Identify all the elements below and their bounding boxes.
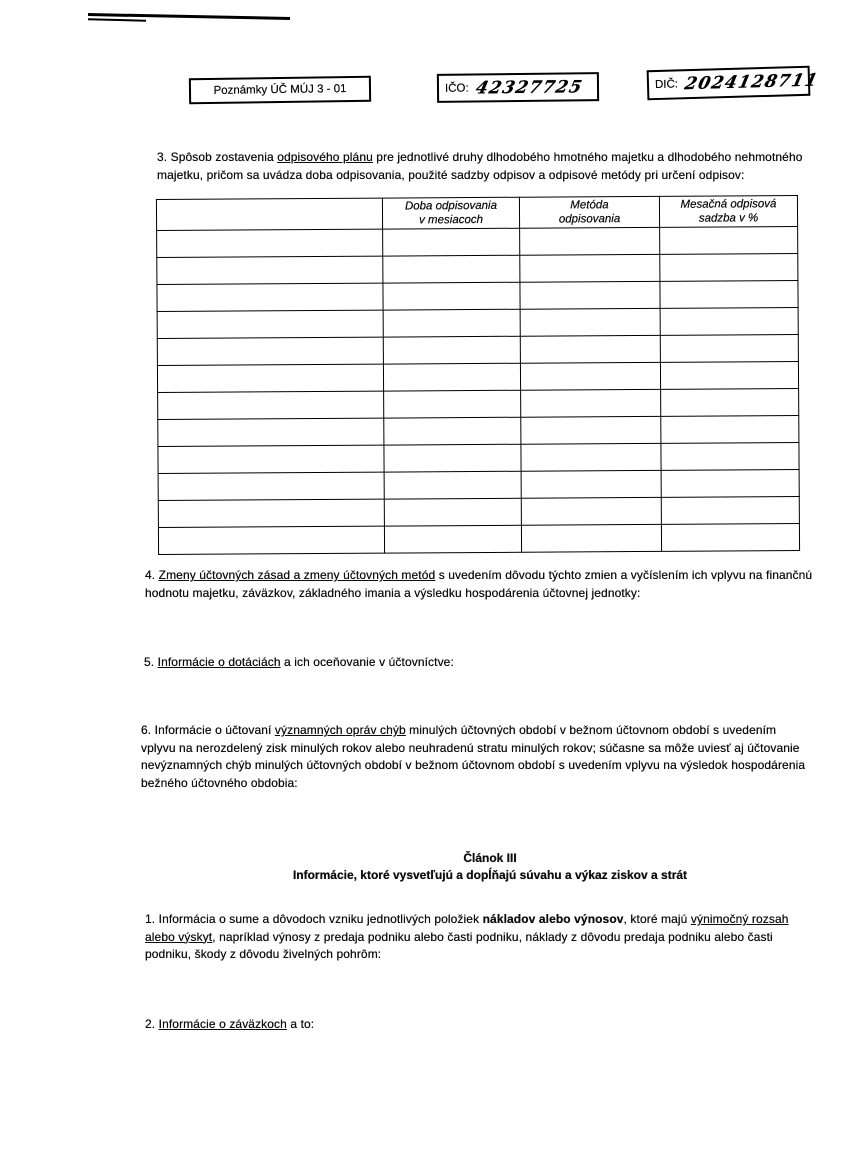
form-title-box	[189, 76, 371, 105]
table-empty-row	[158, 497, 799, 528]
table-empty-cell	[661, 416, 799, 444]
table-empty-cell	[661, 524, 799, 552]
table-empty-cell	[660, 254, 798, 282]
ico-label: IČO:	[444, 82, 469, 95]
table-empty-cell	[520, 335, 660, 363]
paragraph-3: 3. Spôsob zostavenia odpisového plánu pre jednotlivé druhy dlhodobého hmotného majetku a dlhodobého nehmotného majetku, pričom sa uvádza doba odpisovania, použité sadzby odpisov a odpisové metódy pri určení odpisov:	[157, 150, 803, 182]
table-empty-cell	[157, 364, 383, 392]
table-empty-cell	[521, 416, 661, 444]
article3-paragraph-2: 2. Informácie o záväzkoch a to:	[145, 1017, 315, 1031]
table-empty-cell	[661, 443, 799, 471]
table-empty-cell	[384, 444, 521, 472]
paragraph-6: 6. Informácie o účtovaní významných opráv chýb minulých účtovných období v bežnom účtovnom období s uvedením vplyvu na nerozdelený zisk minulých rokov alebo neuhradenú stratu minulých rokov; súčasne sa môže uviesť aj účtovanie nevýznamných chýb minulých účtovných období v bežnom účtovnom období s uvedením vplyvu na výsledok hospodárenia bežného účtovného obdobia:	[141, 723, 806, 790]
table-empty-cell	[660, 308, 798, 336]
ico-handwritten-value: 42327725	[473, 76, 585, 98]
table-empty-cell	[521, 443, 661, 471]
table-empty-row	[158, 443, 799, 474]
table-empty-cell	[158, 418, 384, 446]
table-empty-cell	[383, 282, 520, 310]
table-empty-row	[157, 281, 798, 312]
table-empty-cell	[383, 309, 520, 337]
table-empty-cell	[157, 337, 383, 365]
table-empty-cell	[660, 362, 798, 390]
table-empty-cell	[158, 472, 384, 500]
table-empty-cell	[661, 470, 799, 498]
table-empty-cell	[157, 283, 383, 311]
table-empty-cell	[383, 363, 520, 391]
table-empty-cell	[383, 255, 520, 283]
table-empty-cell	[384, 390, 521, 418]
article-3-subtitle: Informácie, ktoré vysvetľujú a dopĺňajú súvahu a výkaz ziskov a strát	[292, 867, 688, 882]
table-empty-cell	[158, 445, 384, 473]
article-3-title: Článok III	[463, 851, 517, 865]
ico-box	[437, 72, 599, 103]
table-header-metoda: Metóda odpisovania	[519, 196, 659, 228]
table-empty-cell	[660, 227, 798, 255]
dic-label: DIČ:	[654, 78, 679, 92]
table-empty-cell	[520, 227, 660, 255]
table-empty-cell	[383, 336, 520, 364]
table-empty-cell	[383, 228, 520, 256]
table-empty-row	[158, 470, 799, 501]
table-empty-cell	[384, 498, 521, 526]
scan-artifact-line	[88, 18, 146, 22]
table-empty-cell	[157, 229, 383, 257]
table-header-item	[156, 198, 382, 230]
table-empty-cell	[521, 389, 661, 417]
table-empty-cell	[520, 362, 660, 390]
paragraph-4: 4. Zmeny účtovných zásad a zmeny účtovných metód s uvedením dôvodu týchto zmien a vyčíslením ich vplyvu na finančnú hodnotu majetku, záväzkov, základného imania a výsledku hospodárenia účtovnej jednotky:	[145, 568, 813, 600]
table-empty-row	[158, 416, 799, 447]
table-body	[157, 227, 800, 555]
table-empty-row	[157, 308, 798, 339]
table-header-doba-odpisovania: Doba odpisovania v mesiacoch	[382, 197, 519, 229]
table-empty-cell	[521, 497, 661, 525]
table-empty-cell	[660, 335, 798, 363]
table-empty-cell	[520, 308, 660, 336]
table-empty-cell	[158, 526, 384, 554]
table-empty-cell	[384, 417, 521, 445]
paragraph-5: 5. Informácie o dotáciách a ich oceňovanie v účtovníctve:	[144, 655, 454, 669]
table-empty-row	[157, 227, 798, 258]
table-empty-cell	[520, 281, 660, 309]
table-empty-cell	[661, 497, 799, 525]
form-title: Poznámky ÚČ MÚJ 3 - 01	[213, 83, 347, 97]
table-empty-row	[158, 389, 799, 420]
depreciation-table	[156, 195, 800, 555]
dic-handwritten-value: 2024128711	[682, 70, 821, 95]
article3-paragraph-1: 1. Informácia o sume a dôvodoch vzniku jednotlivých položiek nákladov alebo výnosov, ktoré majú výnimočný rozsah alebo výskyt, napríklad výnosy z predaja podniku alebo časti podniku, náklady z dôvodu predaja podniku alebo časti podniku, škody z dôvodu živelných pohrôm:	[145, 912, 789, 961]
table-empty-cell	[521, 524, 661, 552]
table-header-row	[156, 196, 797, 231]
table-empty-cell	[660, 281, 798, 309]
table-empty-cell	[158, 499, 384, 527]
dic-box	[647, 66, 821, 101]
table-empty-cell	[520, 254, 660, 282]
table-empty-cell	[384, 525, 521, 553]
table-empty-cell	[661, 389, 799, 417]
table-empty-row	[157, 254, 798, 285]
table-empty-cell	[384, 471, 521, 499]
table-empty-row	[158, 524, 799, 555]
table-empty-row	[157, 335, 798, 366]
table-empty-cell	[158, 391, 384, 419]
table-empty-cell	[521, 470, 661, 498]
table-empty-cell	[157, 256, 383, 284]
table-empty-row	[157, 362, 798, 393]
table-header-sadzba: Mesačná odpisová sadzba v %	[659, 196, 797, 228]
article-3-heading	[150, 850, 830, 883]
table-empty-cell	[157, 310, 383, 338]
